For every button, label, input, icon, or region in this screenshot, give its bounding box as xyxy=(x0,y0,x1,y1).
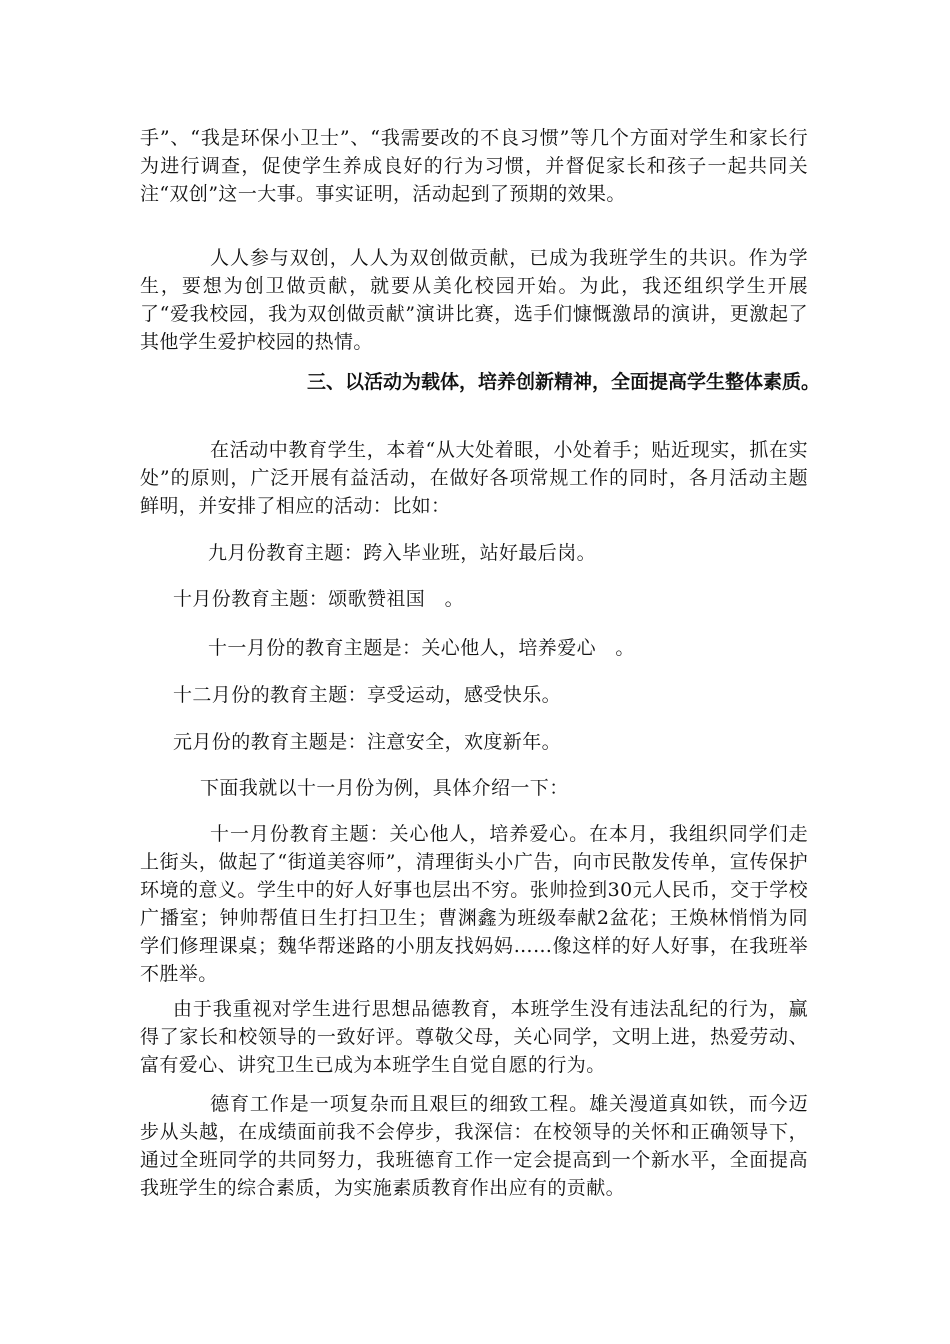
theme-december: 十二月份的教育主题：享受运动，感受快乐。 xyxy=(173,684,562,706)
theme-january: 元月份的教育主题是：注意安全，欢度新年。 xyxy=(173,731,562,753)
intro-november-example: 下面我就以十一月份为例，具体介绍一下： xyxy=(200,777,569,799)
paragraph-survey: 手”、“我是环保小卫士”、“我需要改的不良习惯”等几个方面对学生和家长行为进行调查，促使学生养成良好的行为习惯，并督促家长和孩子一起共同关注“双创”这一大事。事实证明，活动起到了预期的效果。 xyxy=(140,127,808,205)
paragraph-shuangchuang: 人人参与双创，人人为双创做贡献，已成为我班学生的共识。作为学生，要想为创卫做贡献，就要从美化校园开始。为此，我还组织学生开展了“爱我校园，我为双创做贡献”演讲比赛，选手们慷慨激昂的演讲，更激起了其他学生爱护校园的热情。 xyxy=(140,247,808,353)
paragraph-november-detail: 十一月份教育主题：关心他人，培养爱心。在本月，我组织同学们走上街头，做起了“街道美容师”，清理街头小广告，向市民散发传单，宣传保护环境的意义。学生中的好人好事也层出不穷。张帅捡到30元人民币，交于学校广播室；钟帅帮值日生打扫卫生；曹渊鑫为班级奉献2盆花；王焕林悄悄为同学们修理课桌；魏华帮迷路的小朋友找妈妈……像这样的好人好事，在我班举不胜举。 xyxy=(140,823,808,985)
theme-november: 十一月份的教育主题是：关心他人，培养爱心 。 xyxy=(208,637,635,659)
section-heading-3: 三、以活动为载体，培养创新精神，全面提高学生整体素质。 xyxy=(306,371,820,393)
paragraph-moral-education: 由于我重视对学生进行思想品德教育，本班学生没有违法乱纪的行为，赢得了家长和校领导的一致好评。尊敬父母，关心同学，文明上进，热爱劳动、富有爱心、讲究卫生已成为本班学生自觉自愿的行为。 xyxy=(140,998,808,1076)
paragraph-activities: 在活动中教育学生，本着“从大处着眼，小处着手；贴近现实，抓在实处”的原则，广泛开展有益活动，在做好各项常规工作的同时，各月活动主题鲜明，并安排了相应的活动：比如： xyxy=(140,439,808,517)
theme-october: 十月份教育主题：颂歌赞祖国 。 xyxy=(173,588,465,610)
paragraph-conclusion: 德育工作是一项复杂而且艰巨的细致工程。雄关漫道真如铁，而今迈步从头越，在成绩面前我不会停步，我深信：在校领导的关怀和正确领导下，通过全班同学的共同努力，我班德育工作一定会提高到一个新水平，全面提高我班学生的综合素质，为实施素质教育作出应有的贡献。 xyxy=(140,1093,808,1199)
theme-september: 九月份教育主题：跨入毕业班，站好最后岗。 xyxy=(208,542,597,564)
